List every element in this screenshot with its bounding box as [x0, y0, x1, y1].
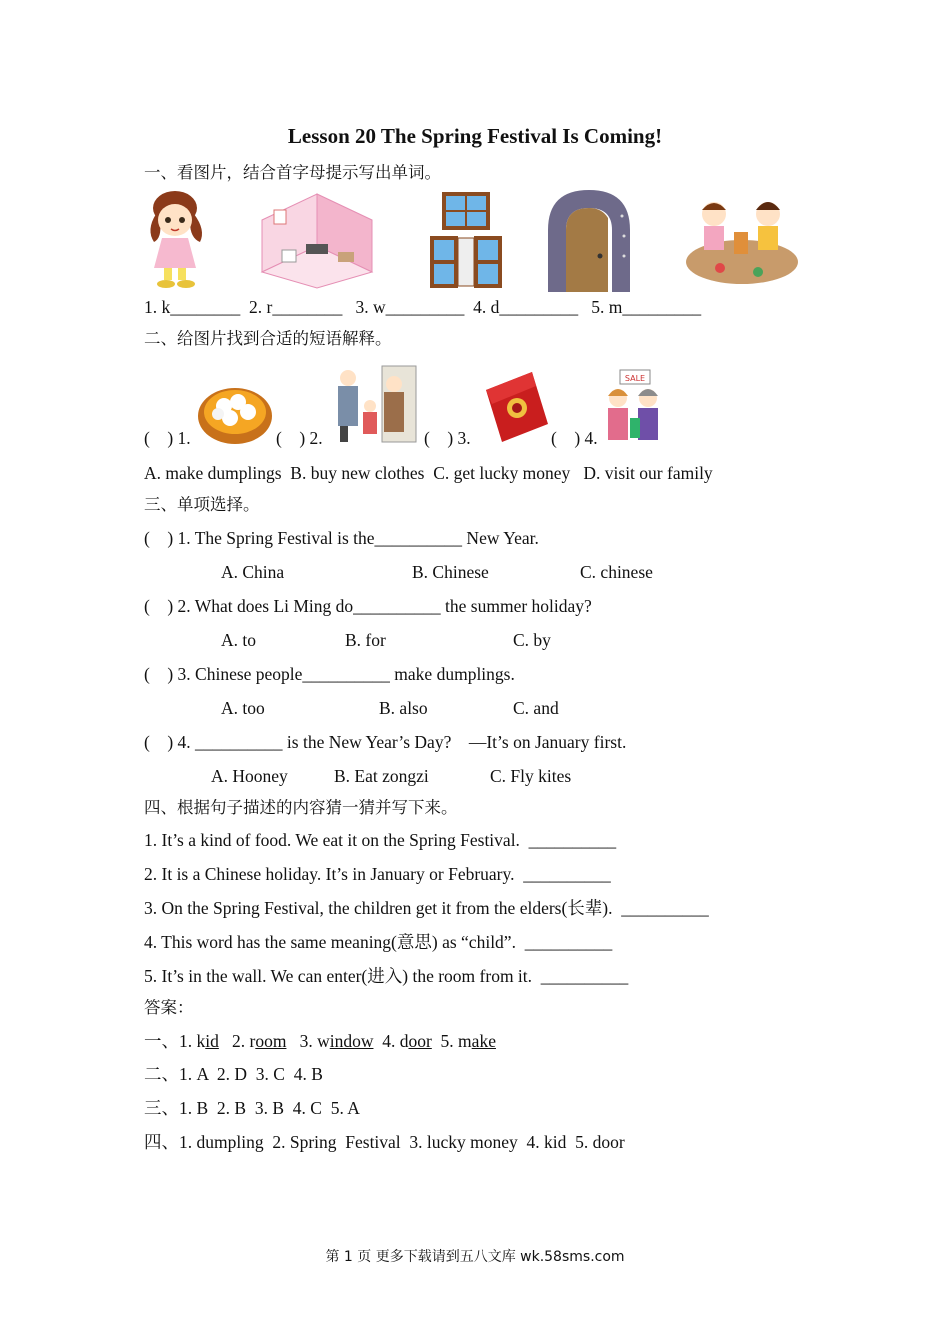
- window-image: [428, 190, 504, 292]
- riddle-5[interactable]: 5. It’s in the wall. We can enter(进入) the room from it. __________: [144, 966, 629, 986]
- page-footer: 第 1 页 更多下载请到五八文库 wk.58sms.com: [325, 1249, 625, 1265]
- q1-option-c[interactable]: C. chinese: [580, 562, 653, 582]
- buy-clothes-image: [600, 366, 672, 446]
- question-1[interactable]: ( ) 1. The Spring Festival is the__________ New Year.: [144, 528, 539, 548]
- q2-option-a[interactable]: A. to: [221, 630, 256, 650]
- q3-option-c[interactable]: C. and: [513, 698, 559, 718]
- part2-heading: 二、给图片找到合适的短语解释。: [144, 329, 392, 348]
- make-crafts-image: [684, 192, 800, 288]
- sale-sign-text: SALE: [624, 374, 646, 383]
- part4-heading: 四、根据句子描述的内容猜一猜并写下来。: [144, 798, 458, 817]
- match-bracket-2[interactable]: ( ) 2.: [276, 428, 323, 448]
- answer-prefix: 一、1. k: [144, 1031, 206, 1051]
- answer-label-3: 3. w: [286, 1031, 330, 1051]
- q4-option-c[interactable]: C. Fly kites: [490, 766, 572, 786]
- q4-option-b[interactable]: B. Eat zongzi: [334, 766, 429, 786]
- door-image: [544, 186, 634, 294]
- answer-door: oor: [408, 1031, 432, 1051]
- part1-heading: 一、看图片，结合首字母提示写出单词。: [144, 163, 441, 182]
- riddle-2[interactable]: 2. It is a Chinese holiday. It’s in January or February. __________: [144, 864, 611, 884]
- q1-option-b[interactable]: B. Chinese: [412, 562, 489, 582]
- answer-make: ake: [471, 1031, 496, 1051]
- match-bracket-1[interactable]: ( ) 1.: [144, 428, 191, 448]
- room-image: [258, 190, 376, 290]
- answer-label-5: 5. m: [431, 1031, 472, 1051]
- q2-option-b[interactable]: B. for: [345, 630, 386, 650]
- part3-heading: 三、单项选择。: [144, 495, 260, 514]
- question-3[interactable]: ( ) 3. Chinese people__________ make dumplings.: [144, 664, 515, 684]
- page-title: Lesson 20 The Spring Festival Is Coming!: [287, 124, 663, 148]
- kid-girl-image: [142, 186, 212, 292]
- answer-label-2: 2. r: [218, 1031, 256, 1051]
- question-2[interactable]: ( ) 2. What does Li Ming do__________ the summer holiday?: [144, 596, 592, 616]
- riddle-4[interactable]: 4. This word has the same meaning(意思) as “child”. __________: [144, 932, 613, 952]
- answer-window: indow: [329, 1031, 374, 1051]
- lucky-money-envelope-image: [480, 368, 552, 444]
- question-4[interactable]: ( ) 4. __________ is the New Year’s Day? —It’s on January first.: [144, 732, 627, 752]
- part1-answer-blanks[interactable]: 1. k________ 2. r________ 3. w_________ 4. d_________ 5. m_________: [144, 297, 702, 317]
- answers-part2: 二、1. A 2. D 3. C 4. B: [144, 1064, 323, 1084]
- q4-option-a[interactable]: A. Hooney: [211, 766, 288, 786]
- q2-option-c[interactable]: C. by: [513, 630, 551, 650]
- dumplings-image: [196, 376, 274, 446]
- answers-part1: [144, 1030, 496, 1052]
- answers-part4: 四、1. dumpling 2. Spring Festival 3. lucky money 4. kid 5. door: [144, 1132, 625, 1152]
- q3-option-a[interactable]: A. too: [221, 698, 265, 718]
- q1-option-a[interactable]: A. China: [221, 562, 285, 582]
- answer-label-4: 4. d: [373, 1031, 409, 1051]
- match-bracket-4[interactable]: ( ) 4.: [551, 428, 598, 448]
- riddle-1[interactable]: 1. It’s a kind of food. We eat it on the Spring Festival. __________: [144, 830, 617, 850]
- visit-family-image: [330, 362, 420, 446]
- match-bracket-3[interactable]: ( ) 3.: [424, 428, 471, 448]
- part2-options: A. make dumplings B. buy new clothes C. get lucky money D. visit our family: [144, 463, 713, 483]
- q3-option-b[interactable]: B. also: [379, 698, 428, 718]
- answers-part3: 三、1. B 2. B 3. B 4. C 5. A: [144, 1098, 360, 1118]
- answers-heading: 答案：: [144, 998, 194, 1017]
- answer-kid: id: [205, 1031, 219, 1051]
- answer-room: oom: [255, 1031, 287, 1051]
- riddle-3[interactable]: 3. On the Spring Festival, the children get it from the elders(长辈). __________: [144, 898, 709, 918]
